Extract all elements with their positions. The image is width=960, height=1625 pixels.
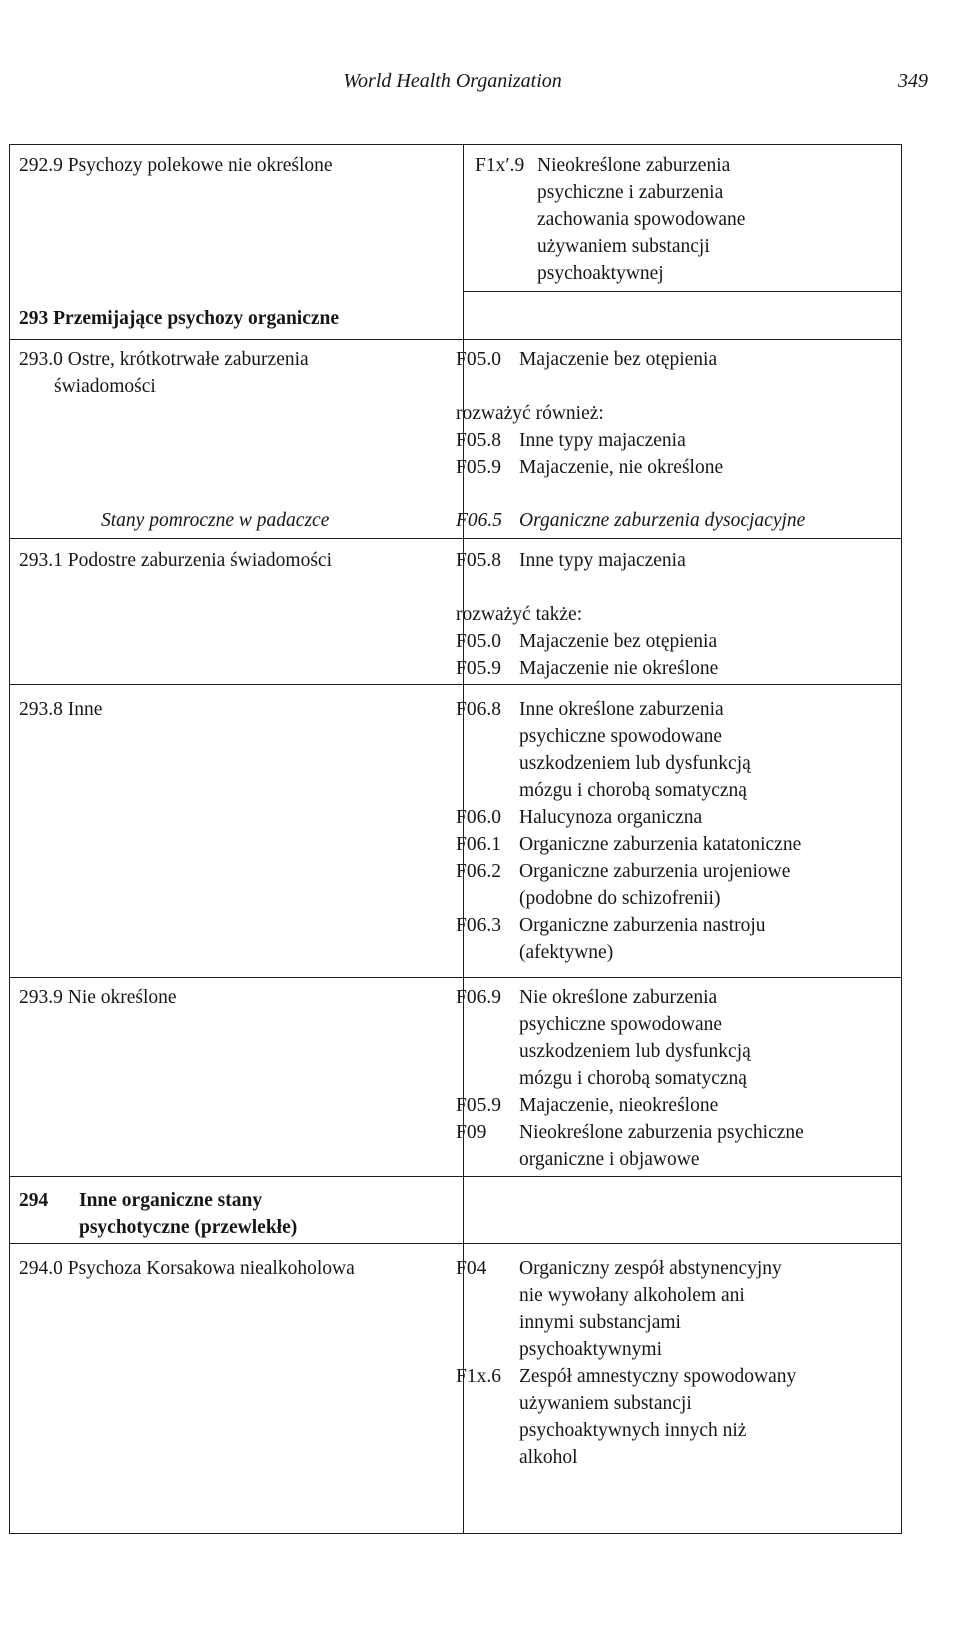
icd10-code: F06.3 [456,915,501,936]
icd10-desc: Majaczenie nie określone [519,658,719,679]
icd10-code: F06.2 [456,861,501,882]
row-divider [463,291,901,292]
row-divider [10,1243,901,1244]
icd10-code-italic: F06.5 [456,510,503,531]
page-number: 349 [898,70,928,92]
icd10-code: F1x.6 [456,1366,501,1387]
icd10-code: F06.9 [456,987,501,1008]
row-divider [10,339,901,340]
icd10-code: F05.9 [456,457,501,478]
icd10-desc: Majaczenie, nieokreślone [519,1095,719,1116]
row-divider [10,538,901,539]
icd10-desc: Majaczenie bez otępienia [519,631,718,652]
icd10-code: F06.1 [456,834,501,855]
icd10-desc: Inne określone zaburzenia psychiczne spowodowane uszkodzeniem lub dysfunkcją mózgu i chorobą somatyczną [519,699,751,801]
row-divider [10,1176,901,1177]
icd10-desc: Organiczne zaburzenia katatoniczne [519,834,802,855]
icd10-code: F05.9 [456,1095,501,1116]
icd10-desc: Halucynoza organiczna [519,807,703,828]
row-divider [10,684,901,685]
icd10-desc: Inne typy majaczenia [519,550,686,571]
icd10-desc: Organiczny zespół abstynencyjny nie wywołany alkoholem ani innymi substancjami psychoaktywnymi [519,1258,782,1360]
icd9-294-line2: psychotyczne (przewlekłe) [79,1217,298,1238]
icd9-293-0-line1: 293.0 Ostre, krótkotrwałe zaburzenia [19,349,309,370]
icd10-code: F06.8 [456,699,501,720]
icd10-code: F09 [456,1122,487,1143]
icd10-code: F05.9 [456,658,501,679]
icd10-code: F05.0 [456,631,501,652]
icd10-code: F1x′.9 [475,155,525,176]
icd10-code: F05.8 [456,550,501,571]
running-title: World Health Organization [343,70,562,92]
page-header [0,70,960,100]
icd10-desc: Nieokreślone zaburzenia psychiczne organiczne i objawowe [519,1122,804,1170]
icd9-293-0-italic-note: Stany pomroczne w padaczce [101,510,330,531]
icd9-294-line1: Inne organiczne stany [79,1190,263,1211]
icd10-desc: Nieokreślone zaburzenia psychiczne i zaburzenia zachowania spowodowane używaniem substancji psychoaktywnej [537,155,746,284]
icd10-code: F05.8 [456,430,501,451]
mapping-table [9,144,902,1534]
row-divider [10,977,901,978]
icd10-code: F06.0 [456,807,501,828]
consider-also-label: rozważyć również: [456,403,604,424]
icd10-code: F05.0 [456,349,501,370]
consider-also-label: rozważyć także: [456,604,583,625]
icd10-desc: Zespół amnestyczny spowodowany używaniem substancji psychoaktywnych innych niż alkohol [519,1366,797,1468]
icd9-293-1: 293.1 Podostre zaburzenia świadomości [19,550,333,571]
icd10-code: F04 [456,1258,487,1279]
icd10-desc: Majaczenie bez otępienia [519,349,718,370]
icd9-294-code: 294 [19,1190,49,1211]
icd10-desc: Organiczne zaburzenia urojeniowe (podobne do schizofrenii) [519,861,791,909]
icd10-desc: Organiczne zaburzenia nastroju (afektywne) [519,915,766,963]
icd10-desc: Inne typy majaczenia [519,430,686,451]
icd9-293-heading: 293 Przemijające psychozy organiczne [19,308,340,329]
icd10-desc: Majaczenie, nie określone [519,457,724,478]
icd10-desc-italic: Organiczne zaburzenia dysocjacyjne [519,510,806,531]
icd10-desc: Nie określone zaburzenia psychiczne spowodowane uszkodzeniem lub dysfunkcją mózgu i chorobą somatyczną [519,987,751,1089]
icd9-293-8: 293.8 Inne [19,699,103,720]
icd9-294-0: 294.0 Psychoza Korsakowa niealkoholowa [19,1258,355,1279]
icd9-293-0-line2: świadomości [54,376,156,397]
icd9-293-9: 293.9 Nie określone [19,987,177,1008]
icd9-292-9: 292.9 Psychozy polekowe nie określone [19,155,333,176]
